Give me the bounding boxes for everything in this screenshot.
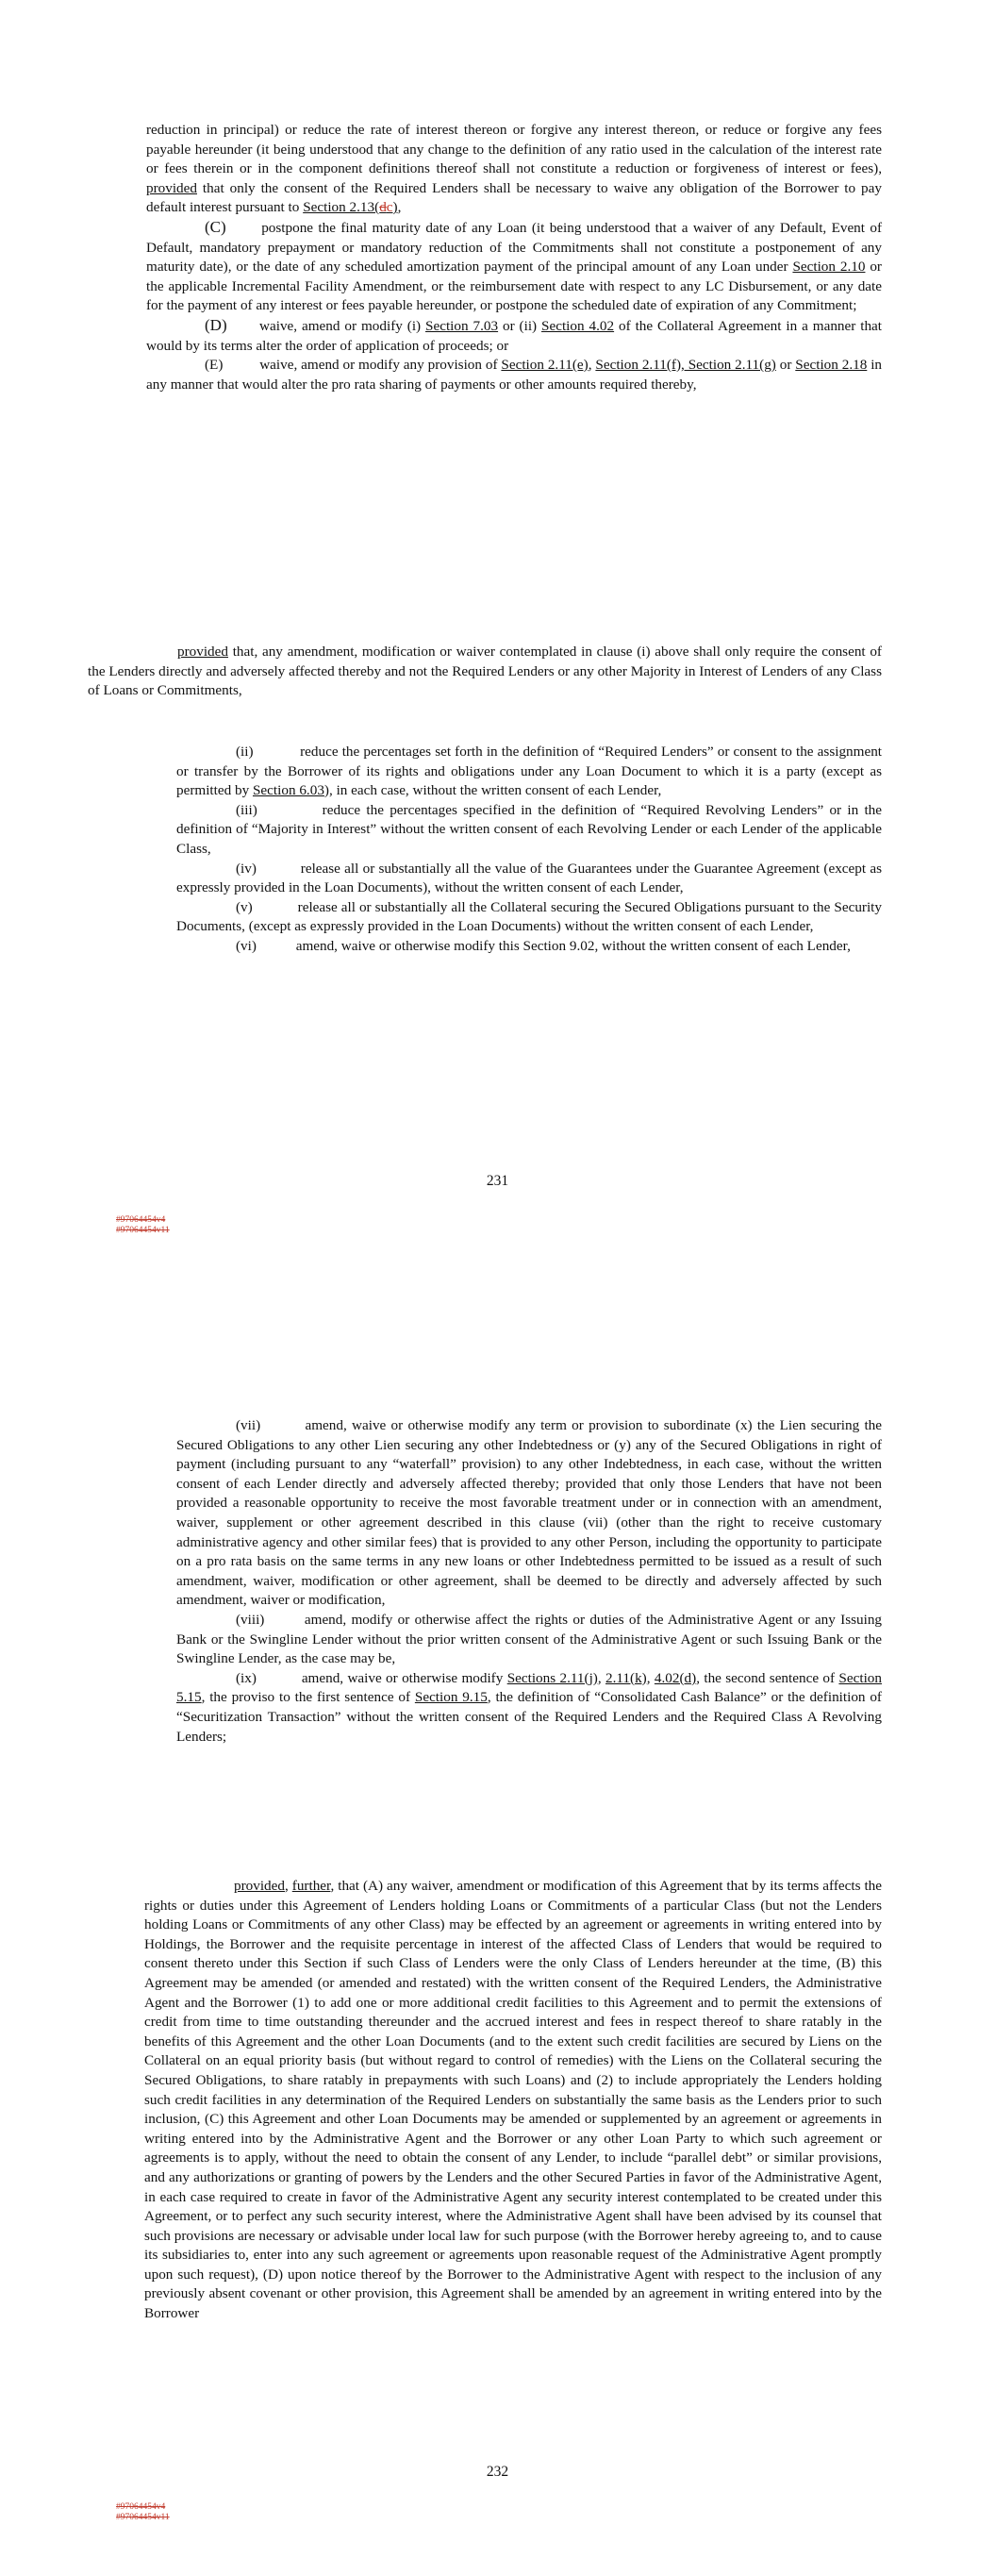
- section-ref[interactable]: Section 7.03: [425, 317, 499, 334]
- section-ref[interactable]: Section 2.10: [792, 259, 866, 276]
- page-number: 231: [486, 1173, 509, 1189]
- clause-viii: (viii) amend, modify or otherwise affect the rights or duties of the Administrative Agent or any Issuing Bank or the Swingline Lender without the prior written consent of the Administrative Agent or such Issuing Bank or the Swingline Lender, as the case may be,: [176, 1611, 883, 1667]
- doc-id-old: #97064454v4: [116, 2502, 166, 2512]
- clause-vii: (vii) amend, waive or otherwise modify any term or provision to subordinate (x) the Lien securing the Secured Obligations to any other Lien securing any other Indebtedness or (y) any of the Secured Obligations in right of payment (including pursuant to any “waterfall” provision) to any other Indebtedness, in each case, without the written consent of each Lender directly and adversely affected thereby; provided that only those Lenders that have not been provided a reasonable opportunity to receive the most favorable treatment under or in connection with an amendment, waiver, supplement or other agreement described in this clause (vii) (other than the right to receive customary administrative agency and other similar fees) that is provided to any other Person, including the opportunity to participate on a pro rata basis on the same terms in any new loans or other Indebtedness permitted to be issued as a result of such amendment, waiver, modification or other agreement, shall be deemed to be directly and adversely affected by such amendment, waiver or modification,: [176, 1417, 883, 1609]
- doc-id-new: #97064454v11: [116, 1226, 170, 1235]
- clause-d: (D) waive, amend or modify (i) Section 7.03 or (ii) Section 4.02 of the Collateral Agreement in a manner that would by its terms alter the order of application of proceeds; or: [146, 315, 883, 354]
- page-232-clauses: [176, 1416, 882, 1747]
- page-number: 232: [486, 2464, 509, 2480]
- clause-label: (viii): [236, 1611, 265, 1628]
- redline-insertion: c: [386, 199, 393, 216]
- clause-label: (vi): [236, 937, 257, 954]
- clause-e: (E) waive, amend or modify any provision of Section 2.11(e), Section 2.11(f), Section 2.11(g) or Section 2.18 in any manner that would alter the pro rata sharing of payments or other amounts required thereby,: [146, 357, 883, 393]
- clause-label: (vii): [236, 1417, 261, 1433]
- section-ref[interactable]: Section 6.03: [252, 782, 324, 799]
- clause-label: (v): [236, 898, 253, 915]
- section-ref[interactable]: Section 5.15: [176, 1669, 882, 1706]
- clause-label: (E): [205, 357, 224, 374]
- page-231-body: [146, 121, 882, 394]
- provided-term: provided: [234, 1878, 285, 1894]
- section-ref[interactable]: 2.11(k): [605, 1669, 647, 1686]
- clause-label: (C): [205, 217, 226, 236]
- clause-label: (ix): [236, 1669, 257, 1686]
- section-ref[interactable]: Sections 2.11(j): [506, 1669, 598, 1686]
- page-232: [0, 1288, 995, 2576]
- clause-iii: (iii) reduce the percentages specified in the definition of “Required Revolving Lenders” or in the definition of “Majority in Interest” without the written consent of each Revolving Lender or each Lender of the applicable Class,: [176, 801, 882, 857]
- doc-id-old: #97064454v4: [116, 1215, 166, 1225]
- redline-deletion: d: [379, 199, 387, 216]
- section-ref[interactable]: Section 9.15: [414, 1689, 488, 1706]
- provided-term: provided: [177, 644, 228, 660]
- section-ref[interactable]: Section 2.11(e): [501, 357, 589, 374]
- proviso-paragraph: provided that, any amendment, modification or waiver contemplated in clause (i) above shall only require the consent of the Lenders directly and adversely affected thereby and not the Required Lenders or any other Majority in Interest of Lenders of any Class of Loans or Commitments,: [88, 644, 882, 699]
- further-term: further: [291, 1878, 331, 1894]
- provided-term: provided: [146, 179, 197, 196]
- clause-v: (v) release all or substantially all the Collateral securing the Secured Obligations pursuant to the Security Documents, (except as expressly provided in the Loan Documents) without the written consent of each Lender,: [176, 898, 882, 935]
- clause-ix: (ix) amend, waive or otherwise modify Sections 2.11(j), 2.11(k), 4.02(d), the second sentence of Section 5.15, the proviso to the first sentence of Section 9.15, the definition of “Consolidated Cash Balance” or the definition of “Securitization Transaction” without the written consent of the Required Lenders and the Required Class A Revolving Lenders;: [176, 1669, 882, 1745]
- provided-further-paragraph: provided, further, that (A) any waiver, amendment or modification of this Agreement that by its terms affects the rights or duties under this Agreement of Lenders holding Loans or Commitments of a particular Class (but not the Lenders holding Loans or Commitments of any other Class) may be effected by an agreement or agreements in writing entered into by Holdings, the Borrower and the requisite percentage in interest of the affected Class of Lenders that would be required to consent thereto under this Section if such Class of Lenders were the only Class of Lenders hereunder at the time, (B) this Agreement may be amended (or amended and restated) with the written consent of the Required Lenders, the Administrative Agent and the Borrower (1) to add one or more additional credit facilities to this Agreement and to permit the extensions of credit from time to time outstanding thereunder and the accrued interest and fees in respect thereof to share ratably in the benefits of this Agreement and the other Loan Documents (and to the extent such credit facilities are secured by Liens on the Collateral on an equal priority basis (but without regard to control of remedies) with the Liens on the Collateral securing the Secured Obligations, to share ratably in prepayments with such Loans) and (2) to include appropriately the Lenders holding such credit facilities in any determination of the Required Lenders on substantially the same basis as the Lenders prior to such inclusion, (C) this Agreement and other Loan Documents may be amended or supplemented by an agreement or agreements in writing entered into by the Administrative Agent and the Borrower or any other Loan Party to which such agreement or agreements is to apply, without the need to obtain the consent of any Lender, to include “parallel debt” or similar provisions, and any authorizations or granting of powers by the Lenders and the other Secured Parties in favor of the Administrative Agent, in each case required to create in favor of the Administrative Agent any security interest contemplated to be created under this Agreement, or to perfect any such security interest, where the Administrative Agent shall have been advised by its counsel that such provisions are necessary or advisable under local law for such purpose (with the Borrower hereby agreeing to, and to cause its subsidiaries to, enter into any such agreement or agreements upon reasonable request of the Administrative Agent promptly upon such request), (D) upon notice thereof by the Borrower to the Administrative Agent with respect to the inclusion of any previously absent covenant or other provision, this Agreement shall be amended by an agreement in writing entered into by the Borrower: [144, 1878, 883, 2322]
- clause-iv: (iv) release all or substantially all the value of the Guarantees under the Guarantee Agreement (except as expressly provided in the Loan Documents), without the written consent of each Lender,: [176, 860, 882, 896]
- section-ref[interactable]: Section 2.13(dc): [303, 199, 398, 216]
- clause-vi: (vi) amend, waive or otherwise modify this Section 9.02, without the written consent of each Lender,: [236, 937, 851, 954]
- section-ref[interactable]: Section 2.11(f), Section 2.11(g): [595, 357, 776, 374]
- clause-label: (iii): [236, 801, 257, 818]
- clause-label: (ii): [236, 744, 254, 760]
- section-ref[interactable]: Section 2.18: [795, 357, 868, 374]
- paragraph-continuation: reduction in principal) or reduce the rate of interest thereon or forgive any interest thereon, or reduce or forgive any fees payable hereunder (it being understood that any change to the definition of any ratio used in the calculation of the interest rate or fees therein or in the component definitions thereof shall not constitute a reduction or forgiveness of interest or fees), provided that only the consent of the Required Lenders shall be necessary to waive any obligation of the Borrower to pay default interest pursuant to Section 2.13(dc),: [146, 122, 882, 216]
- clause-label: (iv): [236, 860, 257, 877]
- clause-label: (D): [205, 315, 227, 334]
- clause-ii: (ii) reduce the percentages set forth in the definition of “Required Lenders” or consent to the assignment or transfer by the Borrower of its rights and obligations under any Loan Document to which it is a party (except as permitted by Section 6.03), in each case, without the written consent of each Lender,: [176, 744, 883, 799]
- section-ref[interactable]: 4.02(d): [654, 1669, 697, 1686]
- numbered-clauses: [176, 743, 882, 957]
- section-ref[interactable]: Section 4.02: [541, 317, 615, 334]
- clause-c: (C) postpone the final maturity date of any Loan (it being understood that a waiver of any Default, Event of Default, mandatory prepayment or mandatory reduction of the Commitments shall not constitute a postponement of any maturity date), or the date of any scheduled amortization payment of the principal amount of any Loan under Section 2.10 or the applicable Incremental Facility Amendment, or the reimbursement date with respect to any LC Disbursement, or any date for the payment of any interest or fees payable hereunder, or postpone the scheduled date of expiration of any Commitment;: [146, 217, 883, 314]
- doc-id-new: #97064454v11: [116, 2513, 170, 2522]
